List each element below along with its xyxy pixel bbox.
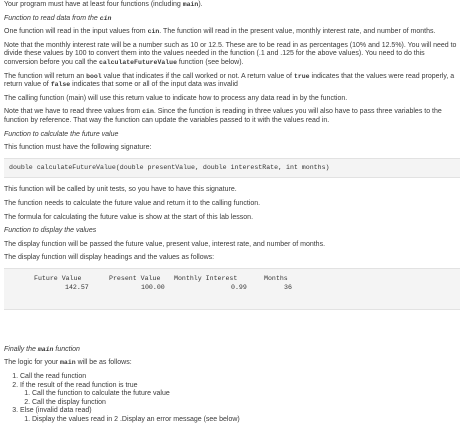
list-item: 1. Call the function to calculate the future value — [32, 390, 460, 399]
signature-code-block: double calculateFutureValue(double presentValue, double interestRate, int months) — [4, 158, 460, 179]
list-item: 1. Display the values read in 2 .Display an error message (see below) — [32, 416, 460, 425]
read-p3-code-bool: bool — [86, 72, 102, 80]
heading-main-post: function — [53, 345, 80, 353]
value-monthly-interest: 0.99 — [231, 283, 247, 291]
read-p5-code: cin — [142, 108, 154, 116]
read-paragraph-2 — [4, 42, 460, 68]
list-item — [20, 382, 460, 408]
intro-text-post: ). — [198, 1, 203, 8]
read-p2-code: calculateFutureValue — [98, 58, 177, 66]
read-p1-pre: One function will read in the input values from — [4, 28, 148, 36]
read-paragraph-3 — [4, 73, 460, 90]
list-item: 1. Call the read function — [20, 373, 460, 382]
calc-paragraph-2: This function will be called by unit tests, so you have to have this signature. — [4, 186, 237, 194]
read-p3-pre: The function will return an — [4, 72, 87, 80]
read-p3-code-true: true — [293, 72, 310, 80]
read-p2-text: Note that the monthly interest rate will be a number such as 10 or 12.5. These are to be read in as percentages (10% and 12.5%). You will need to divide these values by 100 to convert them into the values needed in the function (.1 and .125 for the above values). You need to do this conversion before you call the — [4, 41, 457, 66]
read-p1-post: . The function will read in the present value, monthly interest rate, and number of months. — [159, 28, 436, 36]
header-months: Months — [264, 274, 288, 282]
display-paragraph-1: The display function will be passed the future value, present value, interest rate, and number of months. — [4, 240, 326, 248]
main-p1-code: main — [60, 359, 76, 367]
main-p1-pre: The logic for your — [4, 359, 61, 367]
blank-space — [4, 310, 460, 346]
display-paragraph-2: The display function will display headings and the values as follows: — [4, 254, 215, 262]
intro-code-main: main — [182, 1, 199, 8]
read-paragraph-1 — [4, 28, 460, 37]
value-future-value: 142.57 — [65, 283, 89, 291]
calc-paragraph-3: The function needs to calculate the future value and return it to the calling function. — [4, 199, 261, 207]
heading-main-function — [4, 346, 460, 355]
sub-list — [20, 416, 460, 425]
intro-text-pre: Your program must have at least four functions (including — [4, 1, 183, 8]
heading-read-function — [4, 15, 460, 24]
header-present-value: Present Value — [109, 274, 161, 282]
list-item-text: If the result of the read function is true — [20, 381, 138, 389]
value-months: 36 — [284, 283, 292, 291]
sub-list — [20, 390, 460, 407]
header-future-value: Future Value — [34, 274, 82, 282]
heading-main-pre: Finally the — [4, 345, 38, 353]
read-p3-code-false: false — [50, 81, 71, 89]
main-paragraph-1 — [4, 359, 460, 368]
list-item: 2. Call the display function — [32, 399, 460, 408]
main-p1-post: will be as follows: — [75, 359, 132, 367]
output-example-table — [4, 268, 460, 310]
calc-paragraph-1: This function must have the following signature: — [4, 144, 152, 152]
read-paragraph-5 — [4, 108, 460, 125]
heading-read-code: cin — [99, 14, 112, 22]
list-item — [20, 407, 460, 424]
heading-main-code: main — [37, 345, 54, 353]
heading-read-text: Function to read data from the — [4, 14, 100, 22]
read-paragraph-4: The calling function (main) will use this return value to indicate how to process any data read in by the function. — [4, 94, 348, 102]
read-p5-post: . Since the function is reading in three values you will also have to pass three variables to the function by reference. That way the function can update the variables passed to it with the values read in. — [4, 108, 442, 124]
heading-calculate-function: Function to calculate the future value — [4, 130, 119, 138]
calc-paragraph-4: The formula for calculating the future value is show at the start of this lab lesson. — [4, 213, 254, 221]
read-p3-post: indicates that some or all of the input data was invalid — [70, 81, 238, 89]
read-p5-pre: Note that we have to read three values from — [4, 108, 143, 116]
intro-text — [4, 1, 460, 10]
heading-display-function: Function to display the values — [4, 227, 97, 235]
value-present-value: 100.00 — [141, 283, 165, 291]
main-logic-list — [4, 373, 460, 425]
read-p1-code: cin — [147, 28, 160, 36]
read-p3-mid2: indicates that the values were read properly, a return value of — [4, 72, 455, 89]
read-p3-mid1: value that indicates if the call worked or not. A return value of — [101, 72, 294, 80]
list-item-text: Else (invalid data read) — [20, 407, 92, 415]
read-p2-post: function (see below). — [176, 58, 244, 66]
header-monthly-interest: Monthly Interest — [174, 274, 238, 282]
